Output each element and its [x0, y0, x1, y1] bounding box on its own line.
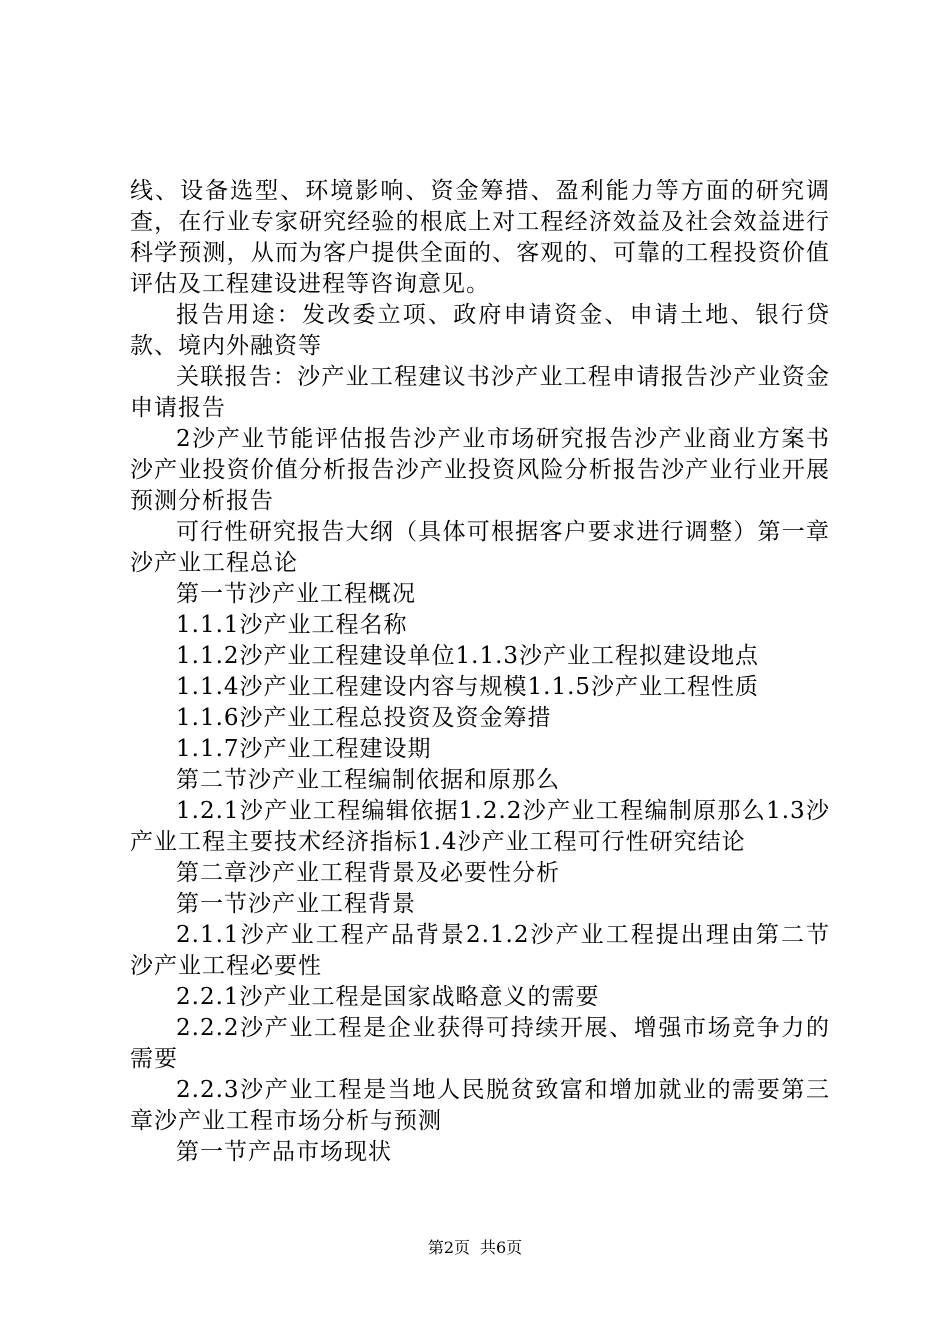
paragraph: 可行性研究报告大纲（具体可根据客户要求进行调整）第一章沙产业工程总论	[130, 519, 830, 576]
section-heading: 第二节沙产业工程编制依据和原那么	[176, 767, 560, 793]
document-body	[130, 176, 830, 1168]
section-heading: 第一节产品市场现状	[176, 1139, 392, 1165]
subsection-item: 2.2.1沙产业工程是国家战略意义的需要	[176, 984, 600, 1010]
subsection-item: 2.2.3沙产业工程是当地人民脱贫致富和增加就业的需要第三章沙产业工程市场分析与预测	[130, 1077, 830, 1134]
subsection-item: 1.2.1沙产业工程编辑依据1.2.2沙产业工程编制原那么1.3沙产业工程主要技术经济指标1.4沙产业工程可行性研究结论	[130, 798, 830, 855]
subsection-item: 1.1.4沙产业工程建设内容与规模1.1.5沙产业工程性质	[176, 674, 760, 700]
paragraph: 2沙产业节能评估报告沙产业市场研究报告沙产业商业方案书沙产业投资价值分析报告沙产业投资风险分析报告沙产业行业开展预测分析报告	[130, 426, 830, 514]
subsection-item: 1.1.1沙产业工程名称	[176, 612, 408, 638]
section-heading: 第一节沙产业工程背景	[176, 891, 416, 917]
paragraph: 报告用途：发改委立项、政府申请资金、申请土地、银行贷款、境内外融资等	[130, 302, 830, 359]
page-total: 共6页	[480, 1238, 523, 1257]
chapter-heading: 第二章沙产业工程背景及必要性分析	[176, 860, 560, 886]
page-footer	[0, 1238, 950, 1258]
page-number: 第2页	[427, 1238, 470, 1257]
paragraph: 线、设备选型、环境影响、资金筹措、盈利能力等方面的研究调查，在行业专家研究经验的根底上对工程经济效益及社会效益进行科学预测，从而为客户提供全面的、客观的、可靠的工程投资价值评估及工程建设进程等咨询意见。	[130, 178, 830, 297]
subsection-item: 1.1.6沙产业工程总投资及资金筹措	[176, 705, 552, 731]
subsection-item: 2.2.2沙产业工程是企业获得可持续开展、增强市场竞争力的需要	[130, 1015, 830, 1072]
subsection-item: 2.1.1沙产业工程产品背景2.1.2沙产业工程提出理由第二节沙产业工程必要性	[130, 922, 830, 979]
section-heading: 第一节沙产业工程概况	[176, 581, 416, 607]
subsection-item: 1.1.7沙产业工程建设期	[176, 736, 432, 762]
subsection-item: 1.1.2沙产业工程建设单位1.1.3沙产业工程拟建设地点	[176, 643, 760, 669]
paragraph: 关联报告：沙产业工程建议书沙产业工程申请报告沙产业资金申请报告	[130, 364, 830, 421]
